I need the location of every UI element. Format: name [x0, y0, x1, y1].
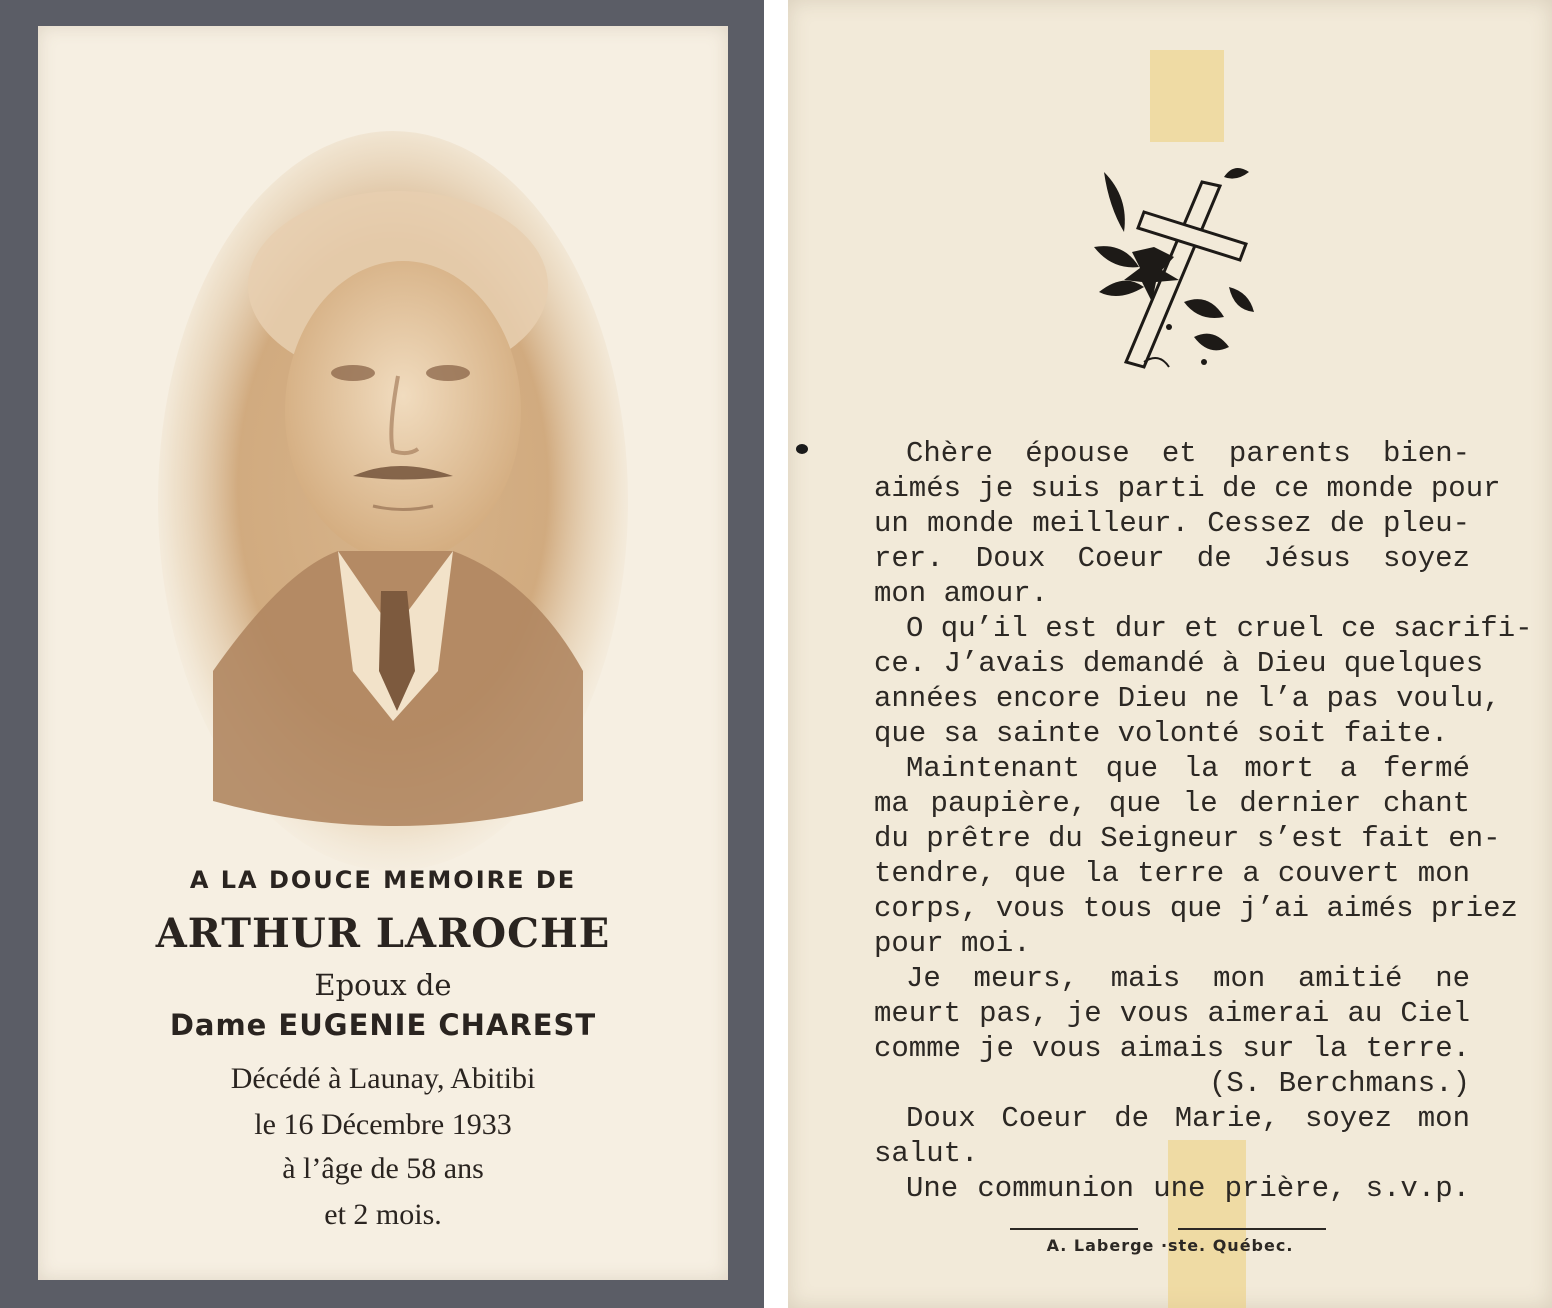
portrait-photo: [153, 111, 633, 871]
poem-line: un monde meilleur. Cessez de pleu-: [874, 507, 1470, 540]
front-paper: [38, 26, 728, 1280]
poem-line: ma paupière, que le dernier chant: [874, 787, 1470, 820]
printer-rule: [1178, 1228, 1326, 1230]
printer-rule: [1010, 1228, 1138, 1230]
poem-line: aimés je suis parti de ce monde pour: [874, 472, 1501, 505]
poem-line: Doux Coeur de Marie, soyez mon: [906, 1102, 1470, 1135]
poem-line: ce. J’avais demandé à Dieu quelques: [874, 647, 1484, 680]
poem-line: mon amour.: [874, 577, 1049, 610]
poem-line: rer. Doux Coeur de Jésus soyez: [874, 542, 1470, 575]
poem-closing: Une communion une prière, s.v.p.: [906, 1172, 1470, 1205]
age-months: et 2 mois.: [324, 1198, 442, 1231]
deceased-name: ARTHUR LAROCHE: [155, 910, 611, 957]
poem-line: pour moi.: [874, 927, 1031, 960]
ink-dot: [796, 444, 808, 454]
memorial-card-back: [788, 0, 1552, 1308]
tape-stain-top: [1150, 50, 1224, 142]
poem-attribution: (S. Berchmans.): [1208, 1067, 1470, 1100]
memorial-poem: [874, 436, 1533, 1206]
poem-line: tendre, que la terre a couvert mon: [874, 857, 1470, 890]
poem-line: salut.: [874, 1137, 979, 1170]
poem-line: que sa sainte volonté soit faite.: [874, 717, 1449, 750]
memoire-heading: A LA DOUCE MEMOIRE DE: [189, 866, 577, 894]
poem-line: Chère épouse et parents bien-: [906, 437, 1470, 470]
death-date: le 16 Décembre 1933: [254, 1108, 512, 1141]
poem-line: Maintenant que la mort a fermé: [906, 752, 1470, 785]
poem-line: années encore Dieu ne l’a pas voulu,: [874, 682, 1501, 715]
poem-line: meurt pas, je vous aimerai au Ciel: [874, 997, 1470, 1030]
poem-line: O qu’il est dur et cruel ce sacrifi-: [906, 612, 1533, 645]
epoux-label: Epoux de: [314, 968, 452, 1002]
poem-line: du prêtre du Seigneur s’est fait en-: [874, 822, 1501, 855]
age-line: à l’âge de 58 ans: [282, 1152, 484, 1185]
spouse-name: Dame EUGENIE CHAREST: [169, 1008, 597, 1042]
poem-line: corps, vous tous que j’ai aimés priez: [874, 892, 1518, 925]
cross-with-flowers-icon: [1084, 152, 1259, 384]
poem-line: Je meurs, mais mon amitié ne: [906, 962, 1470, 995]
poem-line: comme je vous aimais sur la terre.: [874, 1032, 1470, 1065]
printer-credit: A. Laberge ·ste. Québec.: [1046, 1236, 1294, 1255]
memorial-card-front: [0, 0, 764, 1308]
death-place: Décédé à Launay, Abitibi: [230, 1062, 536, 1095]
